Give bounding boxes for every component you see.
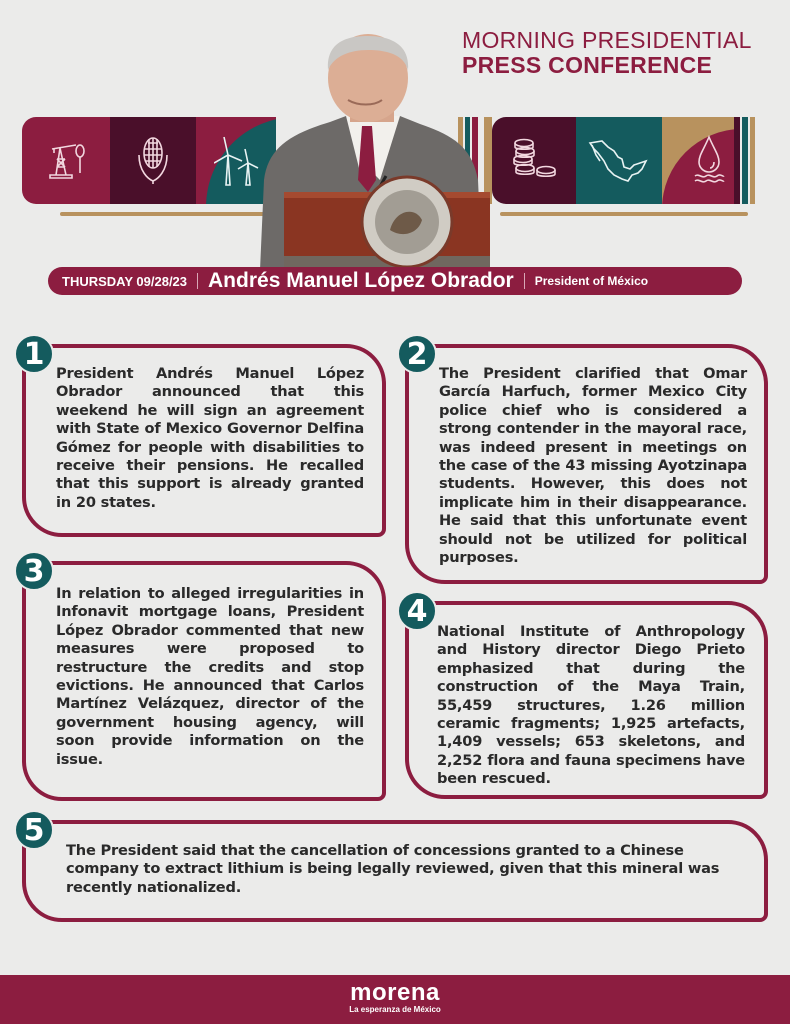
item-number-badge: 2 [397, 334, 437, 374]
drop-tile [662, 117, 734, 204]
item-number-badge: 4 [397, 591, 437, 631]
logo-wordmark: morena [350, 979, 440, 1006]
news-card-2 [405, 336, 768, 584]
date-label: THURSDAY 09/28/23 [62, 273, 188, 289]
stripe-teal [742, 117, 748, 204]
title-line-1: MORNING PRESIDENTIAL [462, 27, 752, 53]
gold-rule-left [60, 212, 270, 216]
stripe-dark [734, 117, 740, 204]
logo-tagline: La esperanza de México [349, 1005, 441, 1014]
mexico-map-icon [588, 139, 650, 183]
coins-icon [510, 137, 558, 183]
president-illustration [250, 30, 490, 270]
president-photo [250, 30, 490, 270]
map-tile [576, 117, 662, 204]
divider [197, 273, 198, 289]
title-line-2: PRESS CONFERENCE [462, 52, 713, 78]
footer [0, 975, 790, 1024]
corn-tile [110, 117, 196, 204]
news-text: The President clarified that Omar García Harfuch, former Mexico City police chief who is considered a strong contender in the mayoral race, was indeed present in meetings on the case of the 43 missing Ayotzinapa students. However, this does not implicate him in their disappearance. He said that this unfortunate event should not be utilized for political purposes. [439, 365, 747, 567]
stripe-gold-2 [750, 117, 755, 204]
news-card-4 [405, 593, 768, 799]
item-number-badge: 3 [14, 551, 54, 591]
news-card-1 [22, 336, 386, 537]
morena-logo [0, 981, 790, 1015]
news-text: President Andrés Manuel López Obrador announced that this weekend he will sign an agreement with State of Mexico Governor Delfina Gómez for people with disabilities to receive their pensions. He recalled that this support is already granted in 20 states. [56, 365, 364, 511]
divider [524, 273, 525, 289]
president-name: Andrés Manuel López Obrador [208, 269, 514, 292]
item-number-badge: 1 [14, 334, 54, 374]
oil-pump-icon [46, 139, 90, 183]
oil-tile [22, 117, 110, 204]
gold-rule-right [500, 212, 748, 216]
news-text: National Institute of Anthropology and History director Diego Prieto emphasized that during the construction of the Maya Train, 55,459 structures, 1.26 million ceramic fragments; 1,925 artefacts, 1,409 vessels; 653 skeletons, and 2,252 flora and fauna specimens have been rescued. [437, 623, 745, 788]
president-role: President of México [534, 274, 649, 288]
news-text: The President said that the cancellation of concessions granted to a Chinese company to extract lithium is being legally reviewed, given that this mineral was recently nationalized. [66, 842, 720, 896]
coins-tile [492, 117, 576, 204]
news-card-5 [22, 812, 768, 922]
news-text: In relation to alleged irregularities in Infonavit mortgage loans, President López Obrador commented that new measures were proposed to restructure the credits and stop evictions. He announced that Carlos Martínez Velázquez, director of the government housing agency, will soon provide information on the issue. [56, 585, 364, 768]
name-bar [48, 267, 742, 295]
water-drop-icon [692, 135, 726, 183]
news-card-3 [22, 553, 386, 801]
page-title [462, 28, 752, 78]
corn-icon [136, 135, 170, 185]
item-number-badge: 5 [14, 810, 54, 850]
